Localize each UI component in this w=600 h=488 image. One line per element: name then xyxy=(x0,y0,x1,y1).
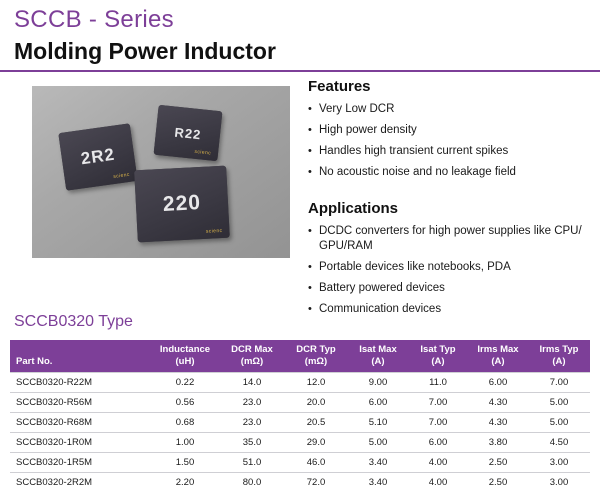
cell-irms-typ: 5.00 xyxy=(528,393,590,413)
column-unit: (A) xyxy=(491,356,505,367)
cell-isat-typ: 4.00 xyxy=(408,453,468,473)
list-item: • No acoustic noise and no leakage field xyxy=(308,165,596,180)
table-caption: SCCB0320 Type xyxy=(14,313,133,330)
cell-irms-typ: 4.50 xyxy=(528,433,590,453)
cell-inductance: 0.22 xyxy=(150,373,220,393)
cell-dcr-max: 80.0 xyxy=(220,473,284,488)
cell-isat-typ: 7.00 xyxy=(408,413,468,433)
cell-dcr-typ: 20.0 xyxy=(284,393,348,413)
column-header-irms-typ xyxy=(528,340,590,373)
inductor-chip xyxy=(154,105,223,161)
spec-table-body xyxy=(10,373,590,488)
header-divider xyxy=(0,70,600,72)
inductor-chip xyxy=(134,166,230,243)
cell-part-no: SCCB0320-1R0M xyxy=(10,433,150,453)
list-item: • Very Low DCR xyxy=(308,102,596,117)
chip-code: 220 xyxy=(162,191,202,216)
cell-isat-typ: 11.0 xyxy=(408,373,468,393)
cell-dcr-max: 23.0 xyxy=(220,393,284,413)
list-item: • Communication devices xyxy=(308,302,596,317)
list-item: • Handles high transient current spikes xyxy=(308,144,596,159)
cell-irms-typ: 5.00 xyxy=(528,413,590,433)
cell-dcr-typ: 12.0 xyxy=(284,373,348,393)
cell-irms-max: 2.50 xyxy=(468,453,528,473)
table-row xyxy=(10,453,590,473)
table-row xyxy=(10,433,590,453)
chip-brand-mark: scienc xyxy=(194,148,212,157)
chip-brand-mark: scienc xyxy=(112,171,131,181)
cell-dcr-max: 35.0 xyxy=(220,433,284,453)
cell-isat-typ: 4.00 xyxy=(408,473,468,488)
cell-dcr-typ: 72.0 xyxy=(284,473,348,488)
cell-inductance: 2.20 xyxy=(150,473,220,488)
spec-table xyxy=(10,340,590,488)
cell-isat-typ: 7.00 xyxy=(408,393,468,413)
chip-top-face xyxy=(58,123,137,190)
features-list xyxy=(308,102,596,180)
cell-irms-max: 6.00 xyxy=(468,373,528,393)
column-label: DCR Max xyxy=(231,344,273,355)
list-item: • DCDC converters for high power supplies like CPU/ GPU/RAM xyxy=(308,224,596,254)
spec-table-wrapper xyxy=(10,340,590,488)
page-title: Molding Power Inductor xyxy=(14,38,276,64)
cell-irms-typ: 7.00 xyxy=(528,373,590,393)
list-item: • Battery powered devices xyxy=(308,281,596,296)
column-header-isat-typ xyxy=(408,340,468,373)
cell-isat-typ: 6.00 xyxy=(408,433,468,453)
cell-part-no: SCCB0320-2R2M xyxy=(10,473,150,488)
cell-dcr-max: 51.0 xyxy=(220,453,284,473)
cell-dcr-typ: 20.5 xyxy=(284,413,348,433)
column-header-part-no xyxy=(10,340,150,373)
cell-inductance: 1.00 xyxy=(150,433,220,453)
cell-dcr-typ: 29.0 xyxy=(284,433,348,453)
cell-part-no: SCCB0320-R56M xyxy=(10,393,150,413)
inductor-chip xyxy=(58,123,137,190)
column-header-dcr-max xyxy=(220,340,284,373)
applications-list xyxy=(308,224,596,317)
cell-inductance: 1.50 xyxy=(150,453,220,473)
column-header-isat-max xyxy=(348,340,408,373)
column-unit: (mΩ) xyxy=(240,356,264,367)
column-unit: (uH) xyxy=(175,356,195,367)
chip-top-face xyxy=(154,105,223,161)
list-item: • Portable devices like notebooks, PDA xyxy=(308,260,596,275)
cell-part-no: SCCB0320-R68M xyxy=(10,413,150,433)
cell-irms-max: 4.30 xyxy=(468,393,528,413)
column-unit: (A) xyxy=(552,356,566,367)
applications-heading: Applications xyxy=(308,200,399,217)
cell-irms-max: 3.80 xyxy=(468,433,528,453)
column-label: Isat Max xyxy=(359,344,397,355)
column-label: Inductance xyxy=(159,344,211,355)
cell-dcr-typ: 46.0 xyxy=(284,453,348,473)
column-label: Isat Typ xyxy=(420,344,456,355)
table-header-row xyxy=(10,340,590,373)
specs-text-column xyxy=(308,78,596,323)
cell-irms-max: 4.30 xyxy=(468,413,528,433)
cell-part-no: SCCB0320-R22M xyxy=(10,373,150,393)
column-label: Irms Typ xyxy=(539,344,579,355)
cell-isat-max: 6.00 xyxy=(348,393,408,413)
column-header-dcr-typ xyxy=(284,340,348,373)
cell-irms-max: 2.50 xyxy=(468,473,528,488)
table-row xyxy=(10,393,590,413)
table-row xyxy=(10,473,590,488)
cell-irms-typ: 3.00 xyxy=(528,473,590,488)
cell-isat-max: 5.10 xyxy=(348,413,408,433)
chip-brand-mark: scienc xyxy=(205,227,223,235)
column-header-inductance xyxy=(150,340,220,373)
chip-code: 2R2 xyxy=(79,144,117,169)
chip-code: R22 xyxy=(173,124,203,142)
column-label: DCR Typ xyxy=(296,344,336,355)
cell-isat-max: 5.00 xyxy=(348,433,408,453)
product-photo xyxy=(32,86,290,258)
cell-isat-max: 3.40 xyxy=(348,453,408,473)
column-unit: (A) xyxy=(431,356,445,367)
cell-inductance: 0.68 xyxy=(150,413,220,433)
table-row xyxy=(10,413,590,433)
cell-isat-max: 9.00 xyxy=(348,373,408,393)
column-header-irms-max xyxy=(468,340,528,373)
column-label: Irms Max xyxy=(477,344,519,355)
cell-irms-typ: 3.00 xyxy=(528,453,590,473)
list-item: • High power density xyxy=(308,123,596,138)
cell-dcr-max: 14.0 xyxy=(220,373,284,393)
cell-dcr-max: 23.0 xyxy=(220,413,284,433)
features-heading: Features xyxy=(308,78,371,95)
cell-isat-max: 3.40 xyxy=(348,473,408,488)
series-title: SCCB - Series xyxy=(14,6,174,33)
column-label: Part No. xyxy=(16,356,53,367)
cell-inductance: 0.56 xyxy=(150,393,220,413)
column-unit: (mΩ) xyxy=(304,356,328,367)
column-unit: (A) xyxy=(371,356,385,367)
spec-table-head xyxy=(10,340,590,373)
table-row xyxy=(10,373,590,393)
cell-part-no: SCCB0320-1R5M xyxy=(10,453,150,473)
